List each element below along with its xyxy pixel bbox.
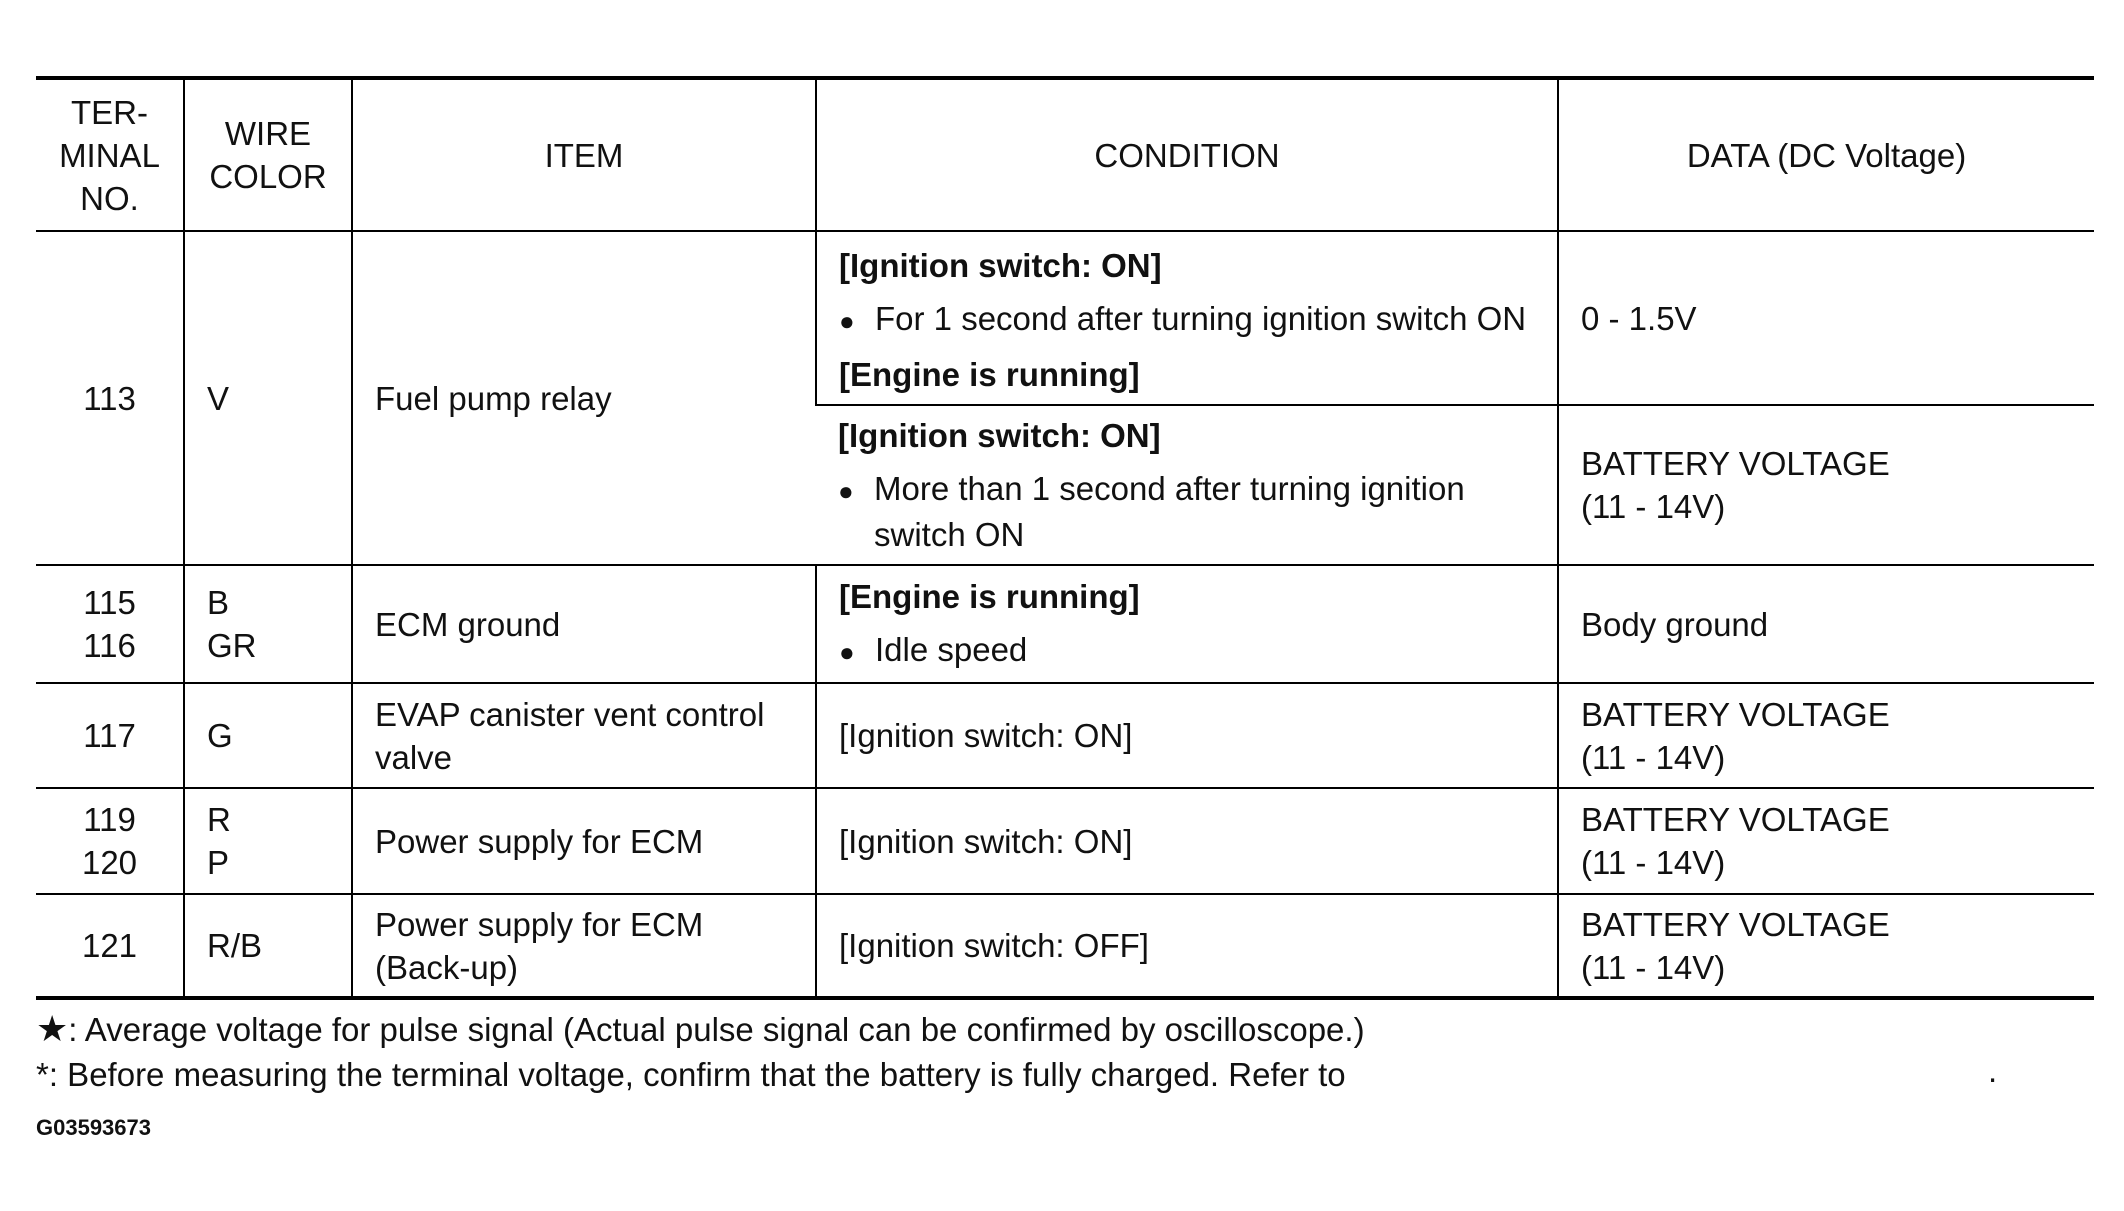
condition-cell: [Ignition switch: ON] xyxy=(816,788,1558,894)
data-line: BATTERY VOLTAGE xyxy=(1581,445,1890,482)
item-line: EVAP canister vent control xyxy=(375,695,765,733)
wire-line: P xyxy=(207,844,230,881)
terminal-cell xyxy=(36,565,184,683)
condition-cell xyxy=(816,405,1558,565)
bullet-icon: ● xyxy=(838,476,854,506)
item-cell: ECM ground xyxy=(352,565,816,683)
terminal-line: 116 xyxy=(83,627,136,664)
bullet-text: Idle speed xyxy=(875,630,1028,668)
item-line: Power supply for ECM xyxy=(375,905,704,943)
header-terminal-line: TER- xyxy=(71,93,148,131)
wire-color-cell xyxy=(184,788,352,894)
condition-heading: [Engine is running] xyxy=(839,577,1140,615)
star-icon: ★ xyxy=(36,1008,69,1049)
star-note-text: : Average voltage for pulse signal (Actual pulse signal can be confirmed by oscilloscope.) xyxy=(68,1011,1365,1048)
terminal-cell: 117 xyxy=(36,683,184,788)
wire-color-cell xyxy=(184,565,352,683)
header-condition: CONDITION xyxy=(816,78,1558,231)
data-cell xyxy=(1558,788,2094,894)
figure-id: G03593673 xyxy=(36,1115,151,1140)
bullet-text: For 1 second after turning ignition switch ON xyxy=(875,300,1527,337)
data-line: (11 - 14V) xyxy=(1581,738,1726,776)
wire-color-cell: G xyxy=(184,683,352,788)
item-line: valve xyxy=(375,738,453,776)
condition-cell xyxy=(816,231,1558,405)
item-cell: Fuel pump relay xyxy=(352,231,816,565)
data-cell xyxy=(1558,683,2094,788)
star-note xyxy=(36,1006,1365,1052)
header-terminal-line: MINAL xyxy=(59,136,160,174)
table-row xyxy=(36,788,2094,894)
wire-color-cell: R/B xyxy=(184,894,352,998)
item-cell xyxy=(352,894,816,998)
condition-bullet xyxy=(838,467,1535,556)
data-line: (11 - 14V) xyxy=(1581,488,1726,525)
terminal-cell: 121 xyxy=(81,927,138,964)
trailing-period: . xyxy=(1988,1052,1998,1089)
condition-bullet xyxy=(839,297,1535,343)
data-line: BATTERY VOLTAGE xyxy=(1581,695,1890,733)
condition-cell xyxy=(816,565,1558,683)
ecm-terminal-table xyxy=(36,76,2094,1000)
item-cell xyxy=(352,683,816,788)
header-wire-line: WIRE xyxy=(224,115,312,152)
data-line: BATTERY VOLTAGE xyxy=(1581,905,1890,943)
table-notes xyxy=(36,1006,1365,1097)
header-terminal-line: NO. xyxy=(80,179,139,217)
data-line: (11 - 14V) xyxy=(1581,948,1726,986)
wire-line: GR xyxy=(207,627,257,664)
header-item: ITEM xyxy=(352,78,816,231)
table-row xyxy=(36,231,2094,405)
wire-line: B xyxy=(207,584,230,621)
item-cell: Power supply for ECM xyxy=(352,788,816,894)
condition-heading: [Ignition switch: ON] xyxy=(839,247,1162,284)
data-cell: Body ground xyxy=(1558,565,2094,683)
asterisk-note: *: Before measuring the terminal voltage, confirm that the battery is fully charged. Refer to xyxy=(36,1056,1346,1093)
bullet-icon: ● xyxy=(839,306,855,336)
terminal-line: 115 xyxy=(83,584,136,621)
data-line: (11 - 14V) xyxy=(1581,844,1726,881)
header-wire-line: COLOR xyxy=(209,158,327,195)
data-cell xyxy=(1558,405,2094,565)
condition-bullet xyxy=(839,628,1535,674)
terminal-line: 120 xyxy=(81,844,138,881)
terminal-line: 119 xyxy=(83,801,136,838)
header-data: DATA (DC Voltage) xyxy=(1558,78,2094,231)
table-row xyxy=(36,894,2094,998)
data-cell xyxy=(1558,894,2094,998)
wire-color-cell: V xyxy=(184,231,352,565)
terminal-cell xyxy=(36,788,184,894)
bullet-icon: ● xyxy=(839,636,855,667)
condition-heading: [Engine is running] xyxy=(839,356,1140,393)
bullet-text: More than 1 second after turning ignition switch ON xyxy=(874,470,1465,553)
data-cell: 0 - 1.5V xyxy=(1558,231,2094,405)
data-line: BATTERY VOLTAGE xyxy=(1581,801,1890,838)
condition-cell: [Ignition switch: ON] xyxy=(816,683,1558,788)
terminal-cell: 113 xyxy=(36,231,184,565)
header-terminal xyxy=(36,78,184,231)
header-wire-color xyxy=(184,78,352,231)
condition-heading: [Ignition switch: ON] xyxy=(838,417,1161,454)
table-row xyxy=(36,683,2094,788)
wire-line: R xyxy=(207,801,231,838)
condition-cell: [Ignition switch: OFF] xyxy=(816,894,1558,998)
header-row xyxy=(36,78,2094,231)
table-row xyxy=(36,565,2094,683)
item-line: (Back-up) xyxy=(375,948,519,986)
